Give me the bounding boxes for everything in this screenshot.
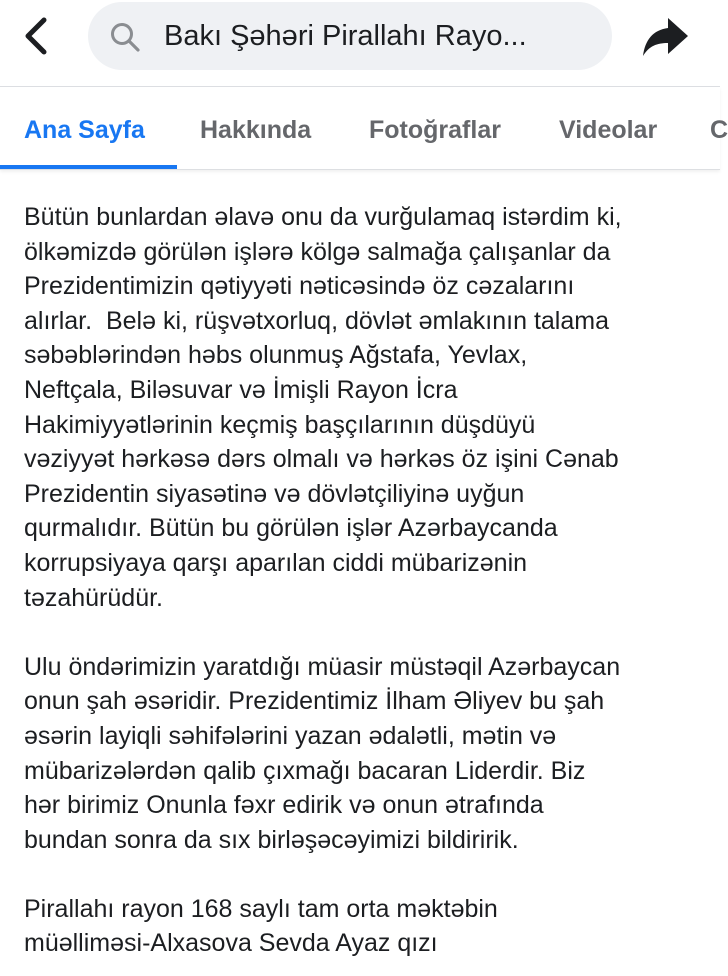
tab-videos[interactable]: Videolar [559,116,658,144]
tab-about[interactable]: Hakkında [200,116,312,144]
search-icon [110,22,140,52]
page-tabs [0,87,728,170]
search-query-text: Bakı Şəhəri Pirallahı Rayo... [164,20,527,52]
post-signature: Pirallahı rayon 168 saylı tam orta məktəbin müəlliməsi-Alxasova Sevda Ayaz qızı [24,894,498,958]
tab-more[interactable]: C [710,116,728,144]
post-content [24,200,714,961]
post-paragraph-1: Bütün bunlardan əlavə onu da vurğulamaq istərdim ki, ölkəmizdə görülən işlərə kölgə salmağa çalışanlar da Prezidentimizin qətiyyəti nəticəsində öz cəzalarını alırlar. Belə ki, rüşvətxorluq, dövlət əmlakının talama səbəblərindən həbs olunmuş Ağstafa, Yevlax, Neftçala, Biləsuvar və İmişli Rayon İcra Hakimiyyətlərinin keçmiş başçılarının düşdüyü vəziyyət hərkəsə dərs olmalı və hərkəs öz işini Cənab Prezidentin siyasətinə və dövlətçiliyinə uyğun qurmalıdır. Bütün bu görülən işlər Azərbaycanda korrupsiyaya qarşı aparılan ciddi mübarizənin təzahürüdür. [24,203,622,612]
chevron-left-icon [18,16,58,56]
tab-home[interactable]: Ana Sayfa [24,116,145,144]
share-arrow-icon [640,12,690,62]
active-tab-indicator [0,165,177,169]
post-paragraph-2: Ulu öndərimizin yaratdığı müasir müstəqil Azərbaycan onun şah əsəridir. Prezidentimiz İlham Əliyev bu şah əsərin layiqli səhifələrini yazan ədalətli, mətin və mübarizələrdən qalib çıxmağı bacaran Liderdir. Biz hər birimiz Onunla fəxr edirik və onun ətrafında bundan sonra da sıx birləşəcəyimizi bildiririk. [24,652,621,854]
search-bar[interactable] [88,2,612,70]
top-bar [0,0,720,87]
share-button[interactable] [640,12,690,62]
back-button[interactable] [18,16,58,56]
tab-photos[interactable]: Fotoğraflar [369,116,501,144]
